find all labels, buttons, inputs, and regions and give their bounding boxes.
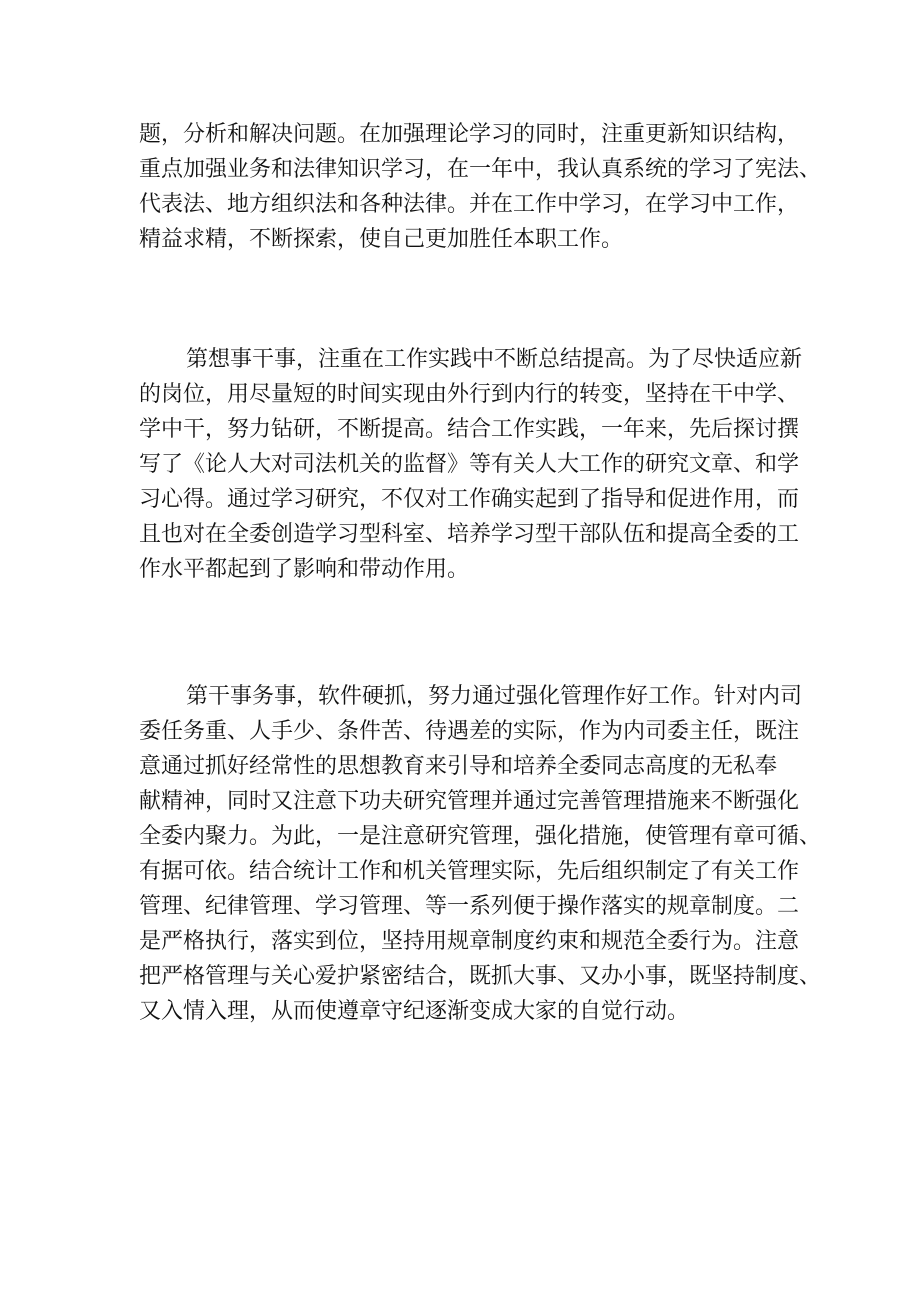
- text-line: 是严格执行，落实到位，坚持用规章制度约束和规范全委行为。注意: [139, 929, 800, 954]
- text-line: 有据可依。结合统计工作和机关管理实际，先后组织制定了有关工作: [139, 859, 800, 884]
- text-line: 管理、纪律管理、学习管理、等一系列便于操作落实的规章制度。二: [139, 894, 800, 919]
- text-line: 作水平都起到了影响和带动作用。: [139, 557, 470, 582]
- text-line: 又入情入理，从而使遵章守纪逐渐变成大家的自觉行动。: [139, 999, 690, 1024]
- text-line: 的岗位，用尽量短的时间实现由外行到内行的转变，坚持在干中学、: [139, 382, 800, 407]
- text-line: 习心得。通过学习研究，不仅对工作确实起到了指导和促进作用，而: [139, 487, 800, 512]
- text-line: 且也对在全委创造学习型科室、培养学习型干部队伍和提高全委的工: [139, 522, 800, 547]
- text-line: 委任务重、人手少、条件苦、待遇差的实际，作为内司委主任，既注: [139, 719, 800, 744]
- text-line: 意通过抓好经常性的思想教育来引导和培养全委同志高度的无私奉: [139, 754, 778, 779]
- text-line: 第干事务事，软件硬抓，努力通过强化管理作好工作。针对内司: [186, 684, 803, 709]
- paragraph-management: [139, 679, 822, 1029]
- text-line: 第想事干事，注重在工作实践中不断总结提高。为了尽快适应新: [186, 347, 803, 372]
- text-line: 全委内聚力。为此，一是注意研究管理，强化措施，使管理有章可循、: [139, 824, 822, 849]
- text-line: 精益求精，不断探索，使自己更加胜任本职工作。: [139, 227, 624, 252]
- paragraph-practice: [139, 342, 803, 587]
- text-line: 重点加强业务和法律知识学习，在一年中，我认真系统的学习了宪法、: [139, 157, 822, 182]
- paragraph-study: [139, 117, 822, 257]
- text-line: 献精神，同时又注意下功夫研究管理并通过完善管理措施来不断强化: [139, 789, 800, 814]
- text-line: 题，分析和解决问题。在加强理论学习的同时，注重更新知识结构，: [139, 122, 800, 147]
- text-line: 把严格管理与关心爱护紧密结合，既抓大事、又办小事，既坚持制度、: [139, 964, 822, 989]
- text-line: 写了《论人大对司法机关的监督》等有关人大工作的研究文章、和学: [139, 452, 800, 477]
- text-line: 学中干，努力钻研，不断提高。结合工作实践，一年来，先后探讨撰: [139, 417, 800, 442]
- text-line: 代表法、地方组织法和各种法律。并在工作中学习，在学习中工作，: [139, 192, 800, 217]
